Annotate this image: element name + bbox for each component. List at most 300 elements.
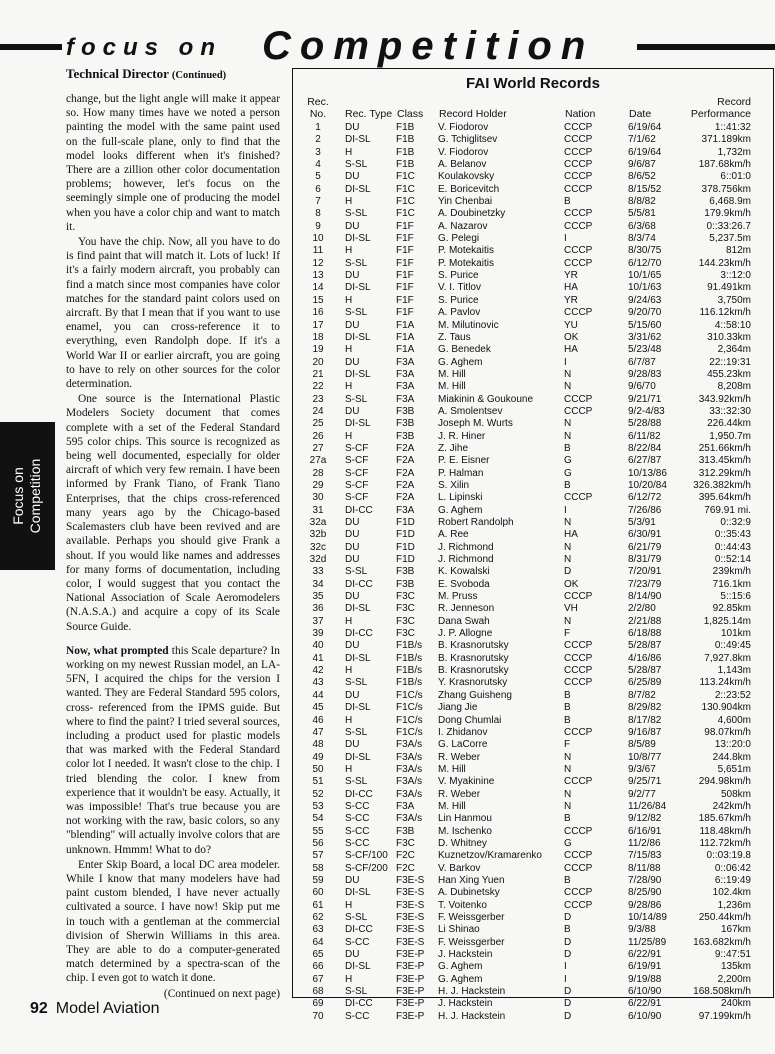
nation-cell: N <box>564 541 572 553</box>
table-row <box>297 171 753 183</box>
performance-cell: 2,200m <box>717 973 751 985</box>
record-holder-cell: H. J. Hackstein <box>438 986 506 998</box>
performance-cell: 0::03:19.8 <box>706 850 751 862</box>
record-holder-cell: Li Shinao <box>438 924 480 936</box>
record-holder-cell: Robert Randolph <box>438 517 514 528</box>
performance-cell: 7,927.8km <box>704 652 751 664</box>
table-row <box>297 418 753 430</box>
performance-cell: 0::35:43 <box>714 529 751 541</box>
rec-type-cell: DI-SL <box>345 282 371 294</box>
rec-type-cell: H <box>345 665 353 677</box>
rec-type-cell: S-SL <box>345 208 368 220</box>
table-row <box>297 677 753 689</box>
table-row <box>297 443 753 455</box>
performance-cell: 2,364m <box>717 344 751 356</box>
rec-no-cell: 67 <box>312 973 324 985</box>
rec-no-cell: 52 <box>312 788 324 800</box>
rec-class-cell: F3E-P <box>396 986 425 998</box>
rec-no-cell: 22 <box>312 381 324 393</box>
performance-cell: 0::06:42 <box>714 862 751 874</box>
nation-cell: VH <box>564 603 578 615</box>
record-holder-cell: I. Zhidanov <box>438 726 488 738</box>
rec-type-cell: DI-SL <box>345 368 371 380</box>
nation-cell: CCCP <box>564 171 593 183</box>
rec-no-cell: 64 <box>312 936 324 948</box>
record-holder-cell: M. Hill <box>438 368 466 380</box>
rec-class-cell: F3A/s <box>396 813 423 825</box>
table-row <box>297 147 753 159</box>
record-holder-cell: G. Aghem <box>438 356 483 368</box>
table-row <box>297 295 753 307</box>
record-holder-cell: S. Purice <box>438 270 479 282</box>
nation-cell: CCCP <box>564 677 593 689</box>
rec-class-cell: F3A/s <box>396 776 423 788</box>
table-row <box>297 937 753 949</box>
date-cell: 9/24/63 <box>628 294 662 306</box>
rec-class-cell: F3A/s <box>396 739 423 751</box>
nation-cell: N <box>564 517 572 528</box>
record-holder-cell: Yin Chenbai <box>438 196 493 208</box>
rec-no-cell: 11 <box>312 245 324 257</box>
rec-type-cell: H <box>345 714 353 726</box>
rec-no-cell: 6 <box>315 183 321 195</box>
record-holder-cell: Dana Swah <box>438 615 490 627</box>
performance-cell: 6,468.9m <box>709 196 751 208</box>
col-header-type: Rec. Type <box>345 108 393 120</box>
rec-type-cell: DU <box>345 591 360 603</box>
performance-cell: 130.904km <box>701 702 751 714</box>
rec-type-cell: DU <box>345 405 360 417</box>
rec-no-cell: 9 <box>315 220 321 232</box>
rec-class-cell: F1A <box>396 344 415 356</box>
record-holder-cell: G. LaCorre <box>438 739 488 751</box>
performance-cell: 0::44:43 <box>714 541 751 553</box>
date-cell: 9/21/71 <box>628 393 662 405</box>
rec-no-cell: 43 <box>312 677 324 689</box>
record-holder-cell: A. Smolentsev <box>438 405 503 417</box>
nation-cell: D <box>564 998 572 1010</box>
date-cell: 6/12/70 <box>628 257 662 269</box>
rec-type-cell: S-SL <box>345 257 368 269</box>
table-row <box>297 455 753 467</box>
table-row <box>297 949 753 961</box>
rec-type-cell: S-CF <box>345 442 369 454</box>
date-cell: 7/1/62 <box>628 134 656 146</box>
date-cell: 6/12/72 <box>628 492 662 504</box>
table-title: FAI World Records <box>466 75 600 92</box>
rec-type-cell: H <box>345 763 353 775</box>
date-cell: 6/27/87 <box>628 455 662 467</box>
table-row <box>297 863 753 875</box>
rec-type-cell: S-CC <box>345 825 370 837</box>
col-header-date: Date <box>629 108 652 120</box>
article-paragraph-text: this Scale departure? In working on my newest Russian model, an LA-5FN, I acquired the chips for the version I wanted. They are Federal Standard 595 colors, cross- referenced from the IPMS guide. But where to find the paint? I tried several sources, including a product used for plastic models that was marked with the Federal Standard color lot I needed. It wasn't close to the chip. I tried blending the color. I knew from experience that it wouldn't be easy. Actually, it was impossible! That's true because you are not working with the raw, basic colors, so any "blending" will actually involve colors that are unknown. Hmmm! What to do? <box>66 644 280 856</box>
date-cell: 11/2/86 <box>628 837 661 849</box>
table-row <box>297 369 753 381</box>
record-holder-cell: V. Fiodorov <box>438 122 489 133</box>
table-row <box>297 159 753 171</box>
date-cell: 7/15/83 <box>628 850 662 862</box>
performance-cell: 5::15:6 <box>720 591 751 603</box>
record-holder-cell: M. Hill <box>438 763 466 775</box>
rec-class-cell: F1C <box>396 171 415 183</box>
nation-cell: B <box>564 714 571 726</box>
performance-cell: 378.756km <box>701 183 751 195</box>
nation-cell: CCCP <box>564 899 593 911</box>
rec-no-cell: 8 <box>315 208 321 220</box>
performance-cell: 91.491km <box>707 282 751 294</box>
date-cell: 6/10/90 <box>628 986 662 998</box>
record-holder-cell: B. Krasnorutsky <box>438 665 509 677</box>
table-row <box>297 900 753 912</box>
performance-cell: 310.33km <box>707 331 751 343</box>
rec-no-cell: 68 <box>312 986 324 998</box>
nation-cell: CCCP <box>564 134 593 146</box>
magazine-name: Model Aviation <box>55 1000 160 1017</box>
performance-cell: 92.85km <box>712 603 751 615</box>
rec-no-cell: 35 <box>312 591 324 603</box>
performance-cell: 1,143m <box>717 665 751 677</box>
record-holder-cell: A. Nazarov <box>438 220 488 232</box>
rec-type-cell: S-CC <box>345 1010 370 1022</box>
header-prefix: focus on <box>66 34 222 61</box>
rec-no-cell: 31 <box>312 504 324 516</box>
table-row <box>297 850 753 862</box>
table-row <box>297 196 753 208</box>
rec-type-cell: S-CC <box>345 813 370 825</box>
nation-cell: CCCP <box>564 257 593 269</box>
nation-cell: D <box>564 912 572 923</box>
table-row <box>297 826 753 838</box>
date-cell: 8/31/79 <box>628 554 662 566</box>
rec-type-cell: DI-SL <box>345 418 371 430</box>
date-cell: 6/22/91 <box>628 998 662 1010</box>
record-holder-cell: G. Tchiglitsev <box>438 134 498 146</box>
rec-type-cell: DI-CC <box>345 924 373 936</box>
nation-cell: N <box>564 763 572 775</box>
date-cell: 8/25/90 <box>628 887 662 899</box>
rec-class-cell: F3E-P <box>396 973 425 985</box>
date-cell: 5/5/81 <box>628 208 656 220</box>
nation-cell: N <box>564 381 572 393</box>
rec-no-cell: 32a <box>309 517 327 528</box>
table-row <box>297 566 753 578</box>
nation-cell: G <box>564 467 572 479</box>
date-cell: 8/8/82 <box>628 196 656 208</box>
table-row <box>297 184 753 196</box>
nation-cell: B <box>564 689 571 701</box>
nation-cell: D <box>564 566 572 578</box>
performance-cell: 6::01:0 <box>720 171 751 183</box>
rec-class-cell: F1D <box>396 554 415 566</box>
rec-type-cell: S-CF/100 <box>345 850 388 862</box>
performance-cell: 13::20:0 <box>714 739 751 751</box>
records-table-box <box>292 68 774 1022</box>
performance-cell: 3,750m <box>717 294 751 306</box>
record-holder-cell: Koulakovsky <box>438 171 495 183</box>
rec-no-cell: 69 <box>312 998 324 1010</box>
date-cell: 9/19/88 <box>628 973 662 985</box>
date-cell: 9/12/82 <box>628 813 662 825</box>
rec-type-cell: S-SL <box>345 726 368 738</box>
date-cell: 8/6/52 <box>628 171 656 183</box>
rec-no-cell: 51 <box>312 776 324 788</box>
date-cell: 10/14/89 <box>628 912 667 923</box>
rec-no-cell: 37 <box>312 615 324 627</box>
record-holder-cell: T. Voitenko <box>438 899 487 911</box>
section-title: Technical Director <box>66 66 169 81</box>
date-cell: 10/1/63 <box>628 282 662 294</box>
performance-cell: 251.66km/h <box>698 442 751 454</box>
rec-no-cell: 61 <box>312 899 324 911</box>
rec-class-cell: F2A <box>396 455 415 467</box>
table-row <box>297 344 753 356</box>
rec-no-cell: 33 <box>312 566 324 578</box>
table-body <box>297 122 753 1023</box>
performance-cell: 1,732m <box>717 146 751 158</box>
rec-type-cell: DI-SL <box>345 961 371 973</box>
rec-type-cell: S-CF <box>345 467 369 479</box>
performance-cell: 22::19:31 <box>709 356 751 368</box>
performance-cell: 0::49:45 <box>714 640 751 652</box>
record-holder-cell: R. Weber <box>438 751 481 763</box>
nation-cell: B <box>564 813 571 825</box>
table-row <box>297 122 753 134</box>
table-row <box>297 134 753 146</box>
date-cell: 2/21/88 <box>628 615 662 627</box>
col-header-no: Rec. No. <box>307 96 329 120</box>
date-cell: 6/10/90 <box>628 1010 662 1022</box>
date-cell: 11/26/84 <box>628 800 667 812</box>
rec-class-cell: F1D <box>396 517 415 528</box>
rec-no-cell: 65 <box>312 949 324 961</box>
record-holder-cell: Han Xing Yuen <box>438 874 505 886</box>
nation-cell: CCCP <box>564 665 593 677</box>
nation-cell: CCCP <box>564 887 593 899</box>
nation-cell: D <box>564 936 572 948</box>
rec-no-cell: 50 <box>312 763 324 775</box>
date-cell: 2/2/80 <box>628 603 656 615</box>
table-row <box>297 764 753 776</box>
rec-class-cell: F1B <box>396 122 415 133</box>
rec-no-cell: 21 <box>312 368 324 380</box>
rec-type-cell: H <box>345 294 353 306</box>
header-title: Competition <box>262 24 595 68</box>
rec-no-cell: 55 <box>312 825 324 837</box>
rec-type-cell: DI-SL <box>345 134 371 146</box>
record-holder-cell: Joseph M. Wurts <box>438 418 513 430</box>
rec-class-cell: F3E-S <box>396 936 425 948</box>
rec-class-cell: F1A <box>396 319 415 331</box>
rec-class-cell: F1B/s <box>396 652 423 664</box>
rec-no-cell: 49 <box>312 751 324 763</box>
nation-cell: CCCP <box>564 640 593 652</box>
date-cell: 3/31/62 <box>628 331 662 343</box>
performance-cell: 716.1km <box>712 578 751 590</box>
record-holder-cell: E. Svoboda <box>438 578 490 590</box>
rec-no-cell: 40 <box>312 640 324 652</box>
rec-class-cell: F3B <box>396 418 415 430</box>
page-number: 92 <box>30 1000 48 1017</box>
section-label <box>66 66 226 82</box>
rec-class-cell: F1D <box>396 541 415 553</box>
date-cell: 5/3/91 <box>628 517 656 528</box>
rec-no-cell: 10 <box>312 233 324 245</box>
nation-cell: B <box>564 924 571 936</box>
rec-no-cell: 42 <box>312 665 324 677</box>
rec-type-cell: DI-SL <box>345 652 371 664</box>
nation-cell: CCCP <box>564 862 593 874</box>
rec-no-cell: 47 <box>312 726 324 738</box>
record-holder-cell: J. Hackstein <box>438 998 493 1010</box>
nation-cell: N <box>564 430 572 442</box>
date-cell: 6/19/64 <box>628 146 662 158</box>
date-cell: 10/20/84 <box>628 479 667 491</box>
rec-no-cell: 4 <box>315 159 321 171</box>
rec-no-cell: 19 <box>312 344 324 356</box>
rec-class-cell: F3E-S <box>396 912 425 923</box>
article-column <box>66 92 280 1002</box>
record-holder-cell: M. Pruss <box>438 591 478 603</box>
rec-type-cell: DU <box>345 270 360 282</box>
record-holder-cell: Miakinin & Goukoune <box>438 393 534 405</box>
nation-cell: B <box>564 874 571 886</box>
record-holder-cell: Kuznetzov/Kramarenko <box>438 850 542 862</box>
rec-no-cell: 23 <box>312 393 324 405</box>
performance-cell: 98.07km/h <box>704 726 751 738</box>
rec-no-cell: 17 <box>312 319 324 331</box>
rec-type-cell: DU <box>345 689 360 701</box>
rec-class-cell: F3A <box>396 381 415 393</box>
date-cell: 5/23/48 <box>628 344 662 356</box>
table-row <box>297 579 753 591</box>
nation-cell: OK <box>564 578 579 590</box>
rec-no-cell: 2 <box>315 134 321 146</box>
date-cell: 10/13/86 <box>628 467 667 479</box>
rec-no-cell: 27 <box>312 442 324 454</box>
rec-no-cell: 32d <box>309 554 327 566</box>
record-holder-cell: P. E. Eisner <box>438 455 490 467</box>
table-row <box>297 517 753 529</box>
date-cell: 9/25/71 <box>628 776 662 788</box>
rec-type-cell: S-SL <box>345 159 368 171</box>
date-cell: 9/6/70 <box>628 381 656 393</box>
date-cell: 10/1/65 <box>628 270 662 282</box>
article-paragraph <box>66 644 280 857</box>
table-row <box>297 616 753 628</box>
performance-cell: 395.64km/h <box>698 492 751 504</box>
record-holder-cell: J. P. Allogne <box>438 628 493 640</box>
record-holder-cell: A. Ree <box>438 529 469 541</box>
rec-class-cell: F2A <box>396 492 415 504</box>
rec-type-cell: DU <box>345 319 360 331</box>
rec-type-cell: S-SL <box>345 912 368 923</box>
rec-no-cell: 57 <box>312 850 324 862</box>
rec-class-cell: F1F <box>396 233 414 245</box>
rec-class-cell: F1B/s <box>396 665 423 677</box>
date-cell: 11/25/89 <box>628 936 667 948</box>
record-holder-cell: Y. Krasnorutsky <box>438 677 508 689</box>
record-holder-cell: G. Aghem <box>438 961 483 973</box>
rec-type-cell: S-CF <box>345 492 369 504</box>
performance-cell: 2::23:52 <box>714 689 751 701</box>
side-tab-text <box>0 422 55 570</box>
performance-cell: 3::12:0 <box>720 270 751 282</box>
performance-cell: 113.24km/h <box>699 677 751 689</box>
rec-class-cell: F1C/s <box>396 714 423 726</box>
date-cell: 9/3/67 <box>628 763 656 775</box>
rec-class-cell: F3A/s <box>396 751 423 763</box>
record-holder-cell: M. Ischenko <box>438 825 492 837</box>
record-holder-cell: G. Aghem <box>438 973 483 985</box>
rec-type-cell: S-CC <box>345 800 370 812</box>
date-cell: 5/28/88 <box>628 418 662 430</box>
table-row <box>297 282 753 294</box>
table-row <box>297 912 753 924</box>
rec-class-cell: F3E-P <box>396 949 425 961</box>
date-cell: 8/22/84 <box>628 442 662 454</box>
nation-cell: CCCP <box>564 393 593 405</box>
rec-class-cell: F1F <box>396 270 414 282</box>
rec-type-cell: DI-SL <box>345 887 371 899</box>
rec-no-cell: 16 <box>312 307 324 319</box>
table-row <box>297 727 753 739</box>
record-holder-cell: A. Doubinetzky <box>438 208 506 220</box>
rec-type-cell: S-SL <box>345 776 368 788</box>
nation-cell: HA <box>564 529 578 541</box>
rec-type-cell: DI-SL <box>345 183 371 195</box>
rec-no-cell: 59 <box>312 874 324 886</box>
rec-no-cell: 28 <box>312 467 324 479</box>
rec-class-cell: F1C/s <box>396 726 423 738</box>
performance-cell: 97.199km/h <box>698 1010 751 1022</box>
table-row <box>297 690 753 702</box>
nation-cell: I <box>564 973 567 985</box>
rec-type-cell: DI-CC <box>345 578 373 590</box>
performance-cell: 116.12km/h <box>699 307 751 319</box>
rec-no-cell: 18 <box>312 331 324 343</box>
col-header-class: Class <box>397 108 424 120</box>
date-cell: 9/2/77 <box>628 788 656 800</box>
performance-cell: 812m <box>725 245 751 257</box>
rec-type-cell: H <box>345 344 353 356</box>
rec-class-cell: F3C <box>396 603 415 615</box>
date-cell: 9/6/87 <box>628 159 656 171</box>
date-cell: 4/16/86 <box>628 652 662 664</box>
rec-class-cell: F1C/s <box>396 702 423 714</box>
rec-type-cell: H <box>345 196 353 208</box>
table-row <box>297 887 753 899</box>
date-cell: 6/25/89 <box>628 677 662 689</box>
rec-class-cell: F2A <box>396 442 415 454</box>
rec-class-cell: F1F <box>396 220 414 232</box>
rec-no-cell: 1 <box>315 122 321 133</box>
table-row <box>297 603 753 615</box>
date-cell: 8/30/75 <box>628 245 662 257</box>
performance-cell: 4::58:10 <box>714 319 751 331</box>
record-holder-cell: V. Barkov <box>438 862 481 874</box>
nation-cell: CCCP <box>564 245 593 257</box>
rec-class-cell: F3E-S <box>396 874 425 886</box>
rec-class-cell: F3C <box>396 837 415 849</box>
table-row <box>297 208 753 220</box>
record-holder-cell: M. Hill <box>438 800 466 812</box>
rec-type-cell: S-SL <box>345 986 368 998</box>
date-cell: 6/16/91 <box>628 825 662 837</box>
nation-cell: I <box>564 504 567 516</box>
performance-cell: 250.44km/h <box>698 912 751 923</box>
record-holder-cell: Dong Chumlai <box>438 714 502 726</box>
